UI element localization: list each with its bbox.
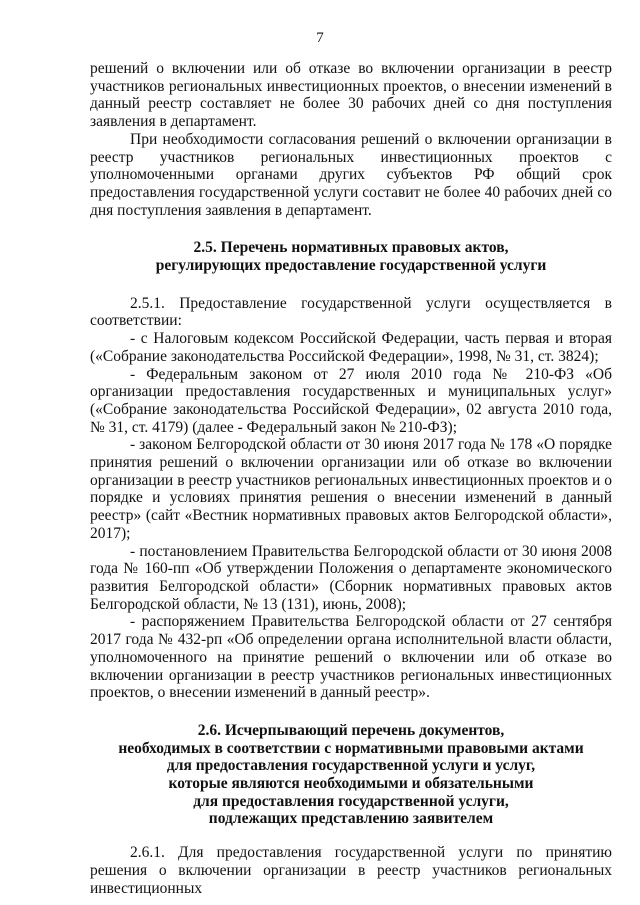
item-2-6-1: 2.6.1. Для предоставления государственной услуги по принятию решения о включении организации в реестр участников региональных инвестиционных <box>90 844 612 897</box>
page-number: 7 <box>316 30 324 46</box>
section-2-6-heading-line-3: для предоставления государственной услуги и услуг, <box>166 757 536 775</box>
section-2-6-heading-line-2: необходимых в соответствии с нормативными правовыми актами <box>118 739 584 757</box>
list-item-tax-code: - с Налоговым кодексом Российской Федерации, часть первая и вторая («Собрание законодательства Российской Федерации», 1998, № 31, ст. 3824); <box>90 330 612 365</box>
page-content <box>90 60 612 897</box>
list-item-order-432: - распоряжением Правительства Белгородской области от 27 сентября 2017 года № 432-рп «Об определении органа исполнительной власти области, уполномоченного на принятие решений о включении или об отказе во включении организации в реестр участников региональных инвестиционных проектов, о внесении изменений в данный реестр». <box>90 613 612 702</box>
list-item-federal-law-210: - Федеральным законом от 27 июля 2010 года № 210-ФЗ «Об организации предоставления государственных и муниципальных услуг» («Собрание законодательства Российской Федерации», 02 августа 2010 года, № 31, ст. 4179) (далее - Федеральный закон № 210-ФЗ); <box>90 365 612 436</box>
section-2-5-heading-line-1: 2.5. Перечень нормативных правовых актов, <box>193 239 509 257</box>
section-2-5-heading-line-2: регулирующих предоставление государственной услуги <box>155 257 547 275</box>
item-2-5-1: 2.5.1. Предоставление государственной услуги осуществляется в соответствии: <box>90 294 612 330</box>
list-item-regional-law-178: - законом Белгородской области от 30 июня 2017 года № 178 «О порядке принятия решений о включении организации или об отказе во включении организации в реестр участников региональных инвестиционных проектов и о порядке и условиях принятия решения о внесении изменений в данный реестр» (сайт «Вестник нормативных правовых актов Белгородской области», 2017); <box>90 436 612 542</box>
section-2-6-heading-line-6: подлежащих представлению заявителем <box>208 810 494 828</box>
paragraph-term-continuation: решений о включении или об отказе во включении организации в реестр участников региональных инвестиционных проектов, о внесении изменений в данный реестр составляет не более 30 рабочих дней со дня поступления заявления в департамент. <box>90 60 612 131</box>
section-2-6-heading-line-1: 2.6. Исчерпывающий перечень документов, <box>197 721 505 739</box>
list-item-resolution-160: - постановлением Правительства Белгородской области от 30 июня 2008 года № 160-пп «Об утверждении Положения о департаменте экономического развития Белгородской области» (Сборник нормативных правовых актов Белгородской области, № 13 (131), июнь, 2008); <box>90 542 612 613</box>
section-2-6-heading-line-5: для предоставления государственной услуги, <box>193 792 509 810</box>
section-2-6-heading-line-4: которые являются необходимыми и обязательными <box>168 775 534 793</box>
paragraph-term-approval: При необходимости согласования решений о включении организации в реестр участников региональных инвестиционных проектов с уполномоченными органами других субъектов РФ общий срок предоставления государственной услуги составит не более 40 рабочих дней со дня поступления заявления в департамент. <box>90 130 612 219</box>
